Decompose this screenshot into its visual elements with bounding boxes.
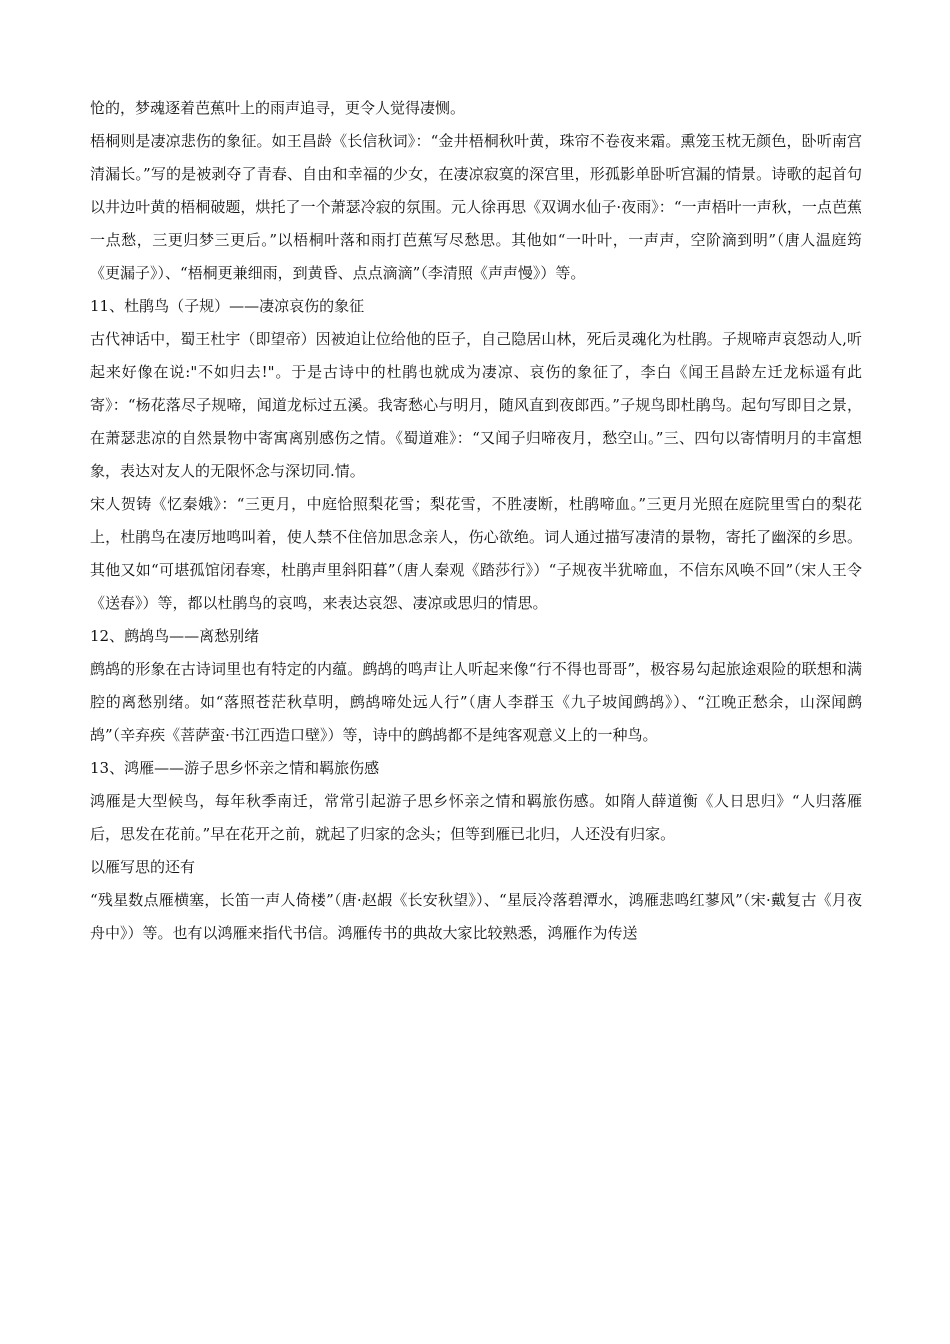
paragraph-wild-goose: 鸿雁是大型候鸟，每年秋季南迁，常常引起游子思乡怀亲之情和羁旅伤感。如隋人薛道衡《人日思归》“人归落雁后，思发在花前。”早在花开之前，就起了归家的念头；但等到雁已北归，人还没有归家。 — [90, 792, 862, 843]
paragraph-partridge: 鹧鸪的形象在古诗词里也有特定的内蕴。鹧鸪的鸣声让人听起来像“行不得也哥哥”，极容易勾起旅途艰险的联想和满腔的离愁别绪。如“落照苍茫秋草明，鹧鸪啼处远人行”（唐人李群玉《九子坡闻鹧鸪》）、“江晚正愁余，山深闻鹧鸪”（辛弃疾《菩萨蛮·书江西造口壁》）等，诗中的鹧鸪都不是纯客观意义上的一种鸟。 — [90, 660, 862, 744]
document-page — [90, 92, 862, 950]
paragraph-plantain-continuation: 怆的，梦魂逐着芭蕉叶上的雨声追寻，更令人觉得凄恻。 — [90, 99, 466, 117]
paragraph-goose-others-intro: 以雁写思的还有 — [90, 858, 196, 876]
section-heading-partridge: 12、鹧鸪鸟——离愁别绪 — [90, 627, 260, 645]
paragraph-cuckoo-myth: 古代神话中，蜀王杜宇（即望帝）因被迫让位给他的臣子，自己隐居山林，死后灵魂化为杜鹃。子规啼声哀怨动人,听起来好像在说:"不如归去!"。于是古诗中的杜鹃也就成为凄凉、哀伤的象征了，李白《闻王昌龄左迁龙标遥有此寄》：“杨花落尽子规啼，闻道龙标过五溪。我寄愁心与明月，随风直到夜郎西。”子规鸟即杜鹃鸟。起句写即目之景，在萧瑟悲凉的自然景物中寄寓离别感伤之情。《蜀道难》：“又闻子归啼夜月，愁空山。”三、四句以寄情明月的丰富想象，表达对友人的无限怀念与深切同.情。 — [90, 330, 862, 480]
paragraph-cuckoo-he-zhu: 宋人贺铸《忆秦娥》：“三更月，中庭恰照梨花雪；梨花雪，不胜凄断，杜鹃啼血。”三更月光照在庭院里雪白的梨花上，杜鹃鸟在凄厉地鸣叫着，使人禁不住倍加思念亲人，伤心欲绝。词人通过描写凄清的景物，寄托了幽深的乡思。其他又如“可堪孤馆闭春寒，杜鹃声里斜阳暮”（唐人秦观《踏莎行》）“子规夜半犹啼血，不信东风唤不回”（宋人王令《送春》）等，都以杜鹃鸟的哀鸣，来表达哀怨、凄凉或思归的情思。 — [90, 495, 862, 612]
section-heading-cuckoo: 11、杜鹃鸟（子规）——凄凉哀伤的象征 — [90, 297, 365, 315]
paragraph-parasol-tree: 梧桐则是凄凉悲伤的象征。如王昌龄《长信秋词》：“金井梧桐秋叶黄，珠帘不卷夜来霜。熏笼玉枕无颜色，卧听南宫清漏长。”写的是被剥夺了青春、自由和幸福的少女，在凄凉寂寞的深宫里，形孤影单卧听宫漏的情景。诗歌的起首句以井边叶黄的梧桐破题，烘托了一个萧瑟冷寂的氛围。元人徐再思《双调水仙子·夜雨》：“一声梧叶一声秋，一点芭蕉一点愁，三更归梦三更后。”以梧桐叶落和雨打芭蕉写尽愁思。其他如“一叶叶，一声声，空阶滴到明”（唐人温庭筠《更漏子》）、“梧桐更兼细雨，到黄昏、点点滴滴”（李清照《声声慢》）等。 — [90, 132, 862, 282]
section-heading-wild-goose: 13、鸿雁——游子思乡怀亲之情和羁旅伤感 — [90, 759, 380, 777]
paragraph-goose-examples: “残星数点雁横塞，长笛一声人倚楼”（唐·赵嘏《长安秋望》）、“星辰冷落碧潭水，鸿雁悲鸣红蓼风”（宋·戴复古《月夜舟中》）等。也有以鸿雁来指代书信。鸿雁传书的典故大家比较熟悉，鸿雁作为传送 — [90, 891, 862, 942]
